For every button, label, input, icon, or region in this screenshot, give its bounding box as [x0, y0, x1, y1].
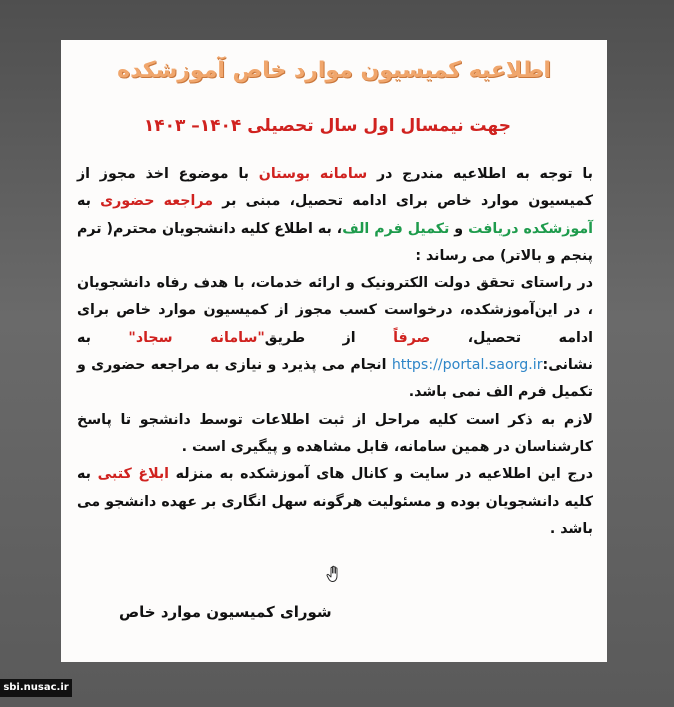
- announcement-subtitle: جهت نیمسال اول سال تحصیلی ۱۴۰۴– ۱۴۰۳: [143, 116, 511, 136]
- text-run: با موضوع اخذ مجوز از کمیسیون موارد خاص برای ادامه تحصیل، مبنی بر: [77, 166, 593, 210]
- announcement-image: [61, 40, 607, 662]
- announcement-body: [77, 161, 593, 543]
- watermark-label: sbi.nusac.ir: [0, 679, 72, 697]
- highlight-only: صرفاً: [393, 329, 431, 346]
- text-run: به کلیه دانشجویان بوده و مسئولیت هرگونه سهل انگاری بر عهده دانشجو می باشد .: [77, 466, 593, 537]
- text-run: به نشانی:: [77, 329, 593, 374]
- hand-cursor-icon: [326, 565, 342, 583]
- paragraph-intro: [77, 161, 593, 270]
- announcement-title: اطلاعیه کمیسیون موارد خاص آموزشکده: [117, 58, 551, 83]
- highlight-boostan-system: سامانه بوستان: [258, 166, 368, 182]
- paragraph-notice: [77, 461, 593, 543]
- portal-url-text: https://portal.saorg.ir: [391, 357, 543, 374]
- text-run: از طریق: [264, 329, 394, 346]
- paragraph-sajjad: [77, 270, 593, 406]
- text-run: به: [77, 193, 101, 210]
- text-run: انجام می پذیرد و نیازی به مراجعه حضوری و تکمیل فرم الف نمی باشد.: [77, 357, 593, 401]
- highlight-receive: دریافت: [468, 220, 519, 237]
- highlight-in-person: مراجعه حضوری: [100, 193, 213, 210]
- highlight-written-notice: ابلاغ کتبی: [97, 466, 170, 483]
- text-run: و: [449, 220, 469, 237]
- text-run: با توجه به اطلاعیه مندرج در: [367, 166, 593, 182]
- highlight-school: آموزشکده: [523, 220, 593, 237]
- text-run: ، به اطلاع کلیه دانشجویان محترم( ترم پنجم و بالاتر) می رساند :: [77, 220, 593, 264]
- text-run: درج این اطلاعیه در سایت و کانال های آموزشکده به منزله: [169, 466, 593, 483]
- text-run: در راستای تحقق دولت الکترونیک و ارائه خدمات، با هدف رفاه دانشجویان ، در این‌آموزشکده، درخواست کسب مجوز از کمیسیون موارد خاص برای ادامه تحصیل،: [77, 275, 593, 346]
- highlight-sajjad-system: "سامانه سجاد": [128, 329, 265, 346]
- paragraph-tracking: لازم به ذکر است کلیه مراحل از ثبت اطلاعات توسط دانشجو تا پاسخ کارشناسان در همین سامانه، قابل مشاهده و پیگیری است .: [77, 411, 593, 455]
- signature: شورای کمیسیون موارد خاص: [119, 603, 332, 621]
- highlight-form-alef: تکمیل فرم الف: [342, 220, 450, 237]
